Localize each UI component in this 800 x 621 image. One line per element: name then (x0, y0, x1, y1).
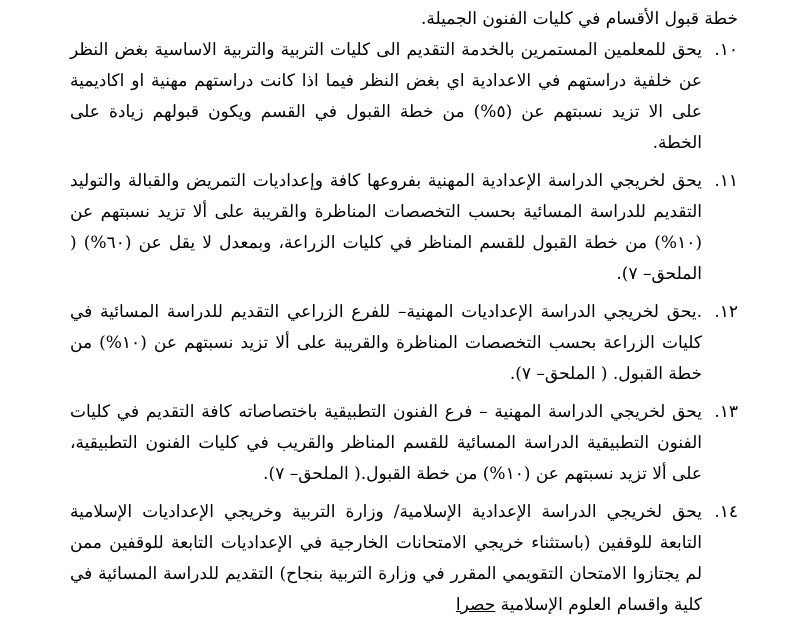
item-number: ١٢. (714, 302, 738, 322)
list-item (70, 166, 738, 290)
item-number: ١٤. (714, 502, 738, 522)
list-item (70, 297, 738, 390)
item-text: .يحق لخريجي الدراسة الإعداديات المهنية– للفرع الزراعي التقديم للدراسة المسائية في كليات الزراعة بحسب التخصصات المناظرة والقريبة على ألا تزيد نسبتهم عن (١٠%) من خطة القبول. ( الملحق– ٧). (70, 302, 702, 384)
item-text: يحق للمعلمين المستمرين بالخدمة التقديم الى كليات التربية والتربية الاساسية بغض النظر عن خلفية دراستهم في الاعدادية اي بغض النظر فيما اذا كانت دراستهم مهنية او اكاديمية على الا تزيد نسبتهم عن (٥%) من خطة القبول في القسم ويكون قبولهم زيادة على الخطة. (70, 40, 702, 153)
item-text-main: يحق لخريجي الدراسة الإعدادية الإسلامية/ وزارة التربية وخريجي الإعداديات الإسلامية التابعة للوقفين (باستثناء خريجي الامتحانات الخارجية في الإعداديات التابعة للوقفين ممن لم يجتازوا الامتحان التقويمي المقرر في وزارة التربية بنجاح) التقديم للدراسة المسائية في كلية واقسام العلوم الإسلامية (70, 502, 702, 615)
item-text-underlined: حصرا (455, 595, 496, 615)
item-text: يحق لخريجي الدراسة الإعدادية المهنية بفروعها كافة وإعداديات التمريض والقبالة والتوليد التقديم للدراسة المسائية بحسب التخصصات المناظرة والقريبة على ألا تزيد نسبتهم عن (١٠%) من خطة القبول للقسم المناظر في كليات الزراعة، وبمعدل لا يقل عن (٦٠%) ( الملحق– ٧). (70, 171, 702, 284)
item-text: يحق لخريجي الدراسة المهنية – فرع الفنون التطبيقية باختصاصاته كافة التقديم في كليات الفنون التطبيقية الدراسة المسائية للقسم المناظر والقريب في كليات الفنون التطبيقية، على ألا تزيد نسبتهم عن (١٠%) من خطة القبول.( الملحق– ٧). (70, 402, 702, 484)
list-item (70, 397, 738, 490)
item-number: ١٠. (714, 40, 738, 60)
item-text (70, 497, 702, 621)
list-item (70, 35, 738, 159)
intro-line: خطة قبول الأقسام في كليات الفنون الجميلة. (420, 9, 738, 29)
list-item (70, 497, 738, 621)
item-number: ١١. (714, 171, 738, 191)
item-number: ١٣. (714, 402, 738, 422)
